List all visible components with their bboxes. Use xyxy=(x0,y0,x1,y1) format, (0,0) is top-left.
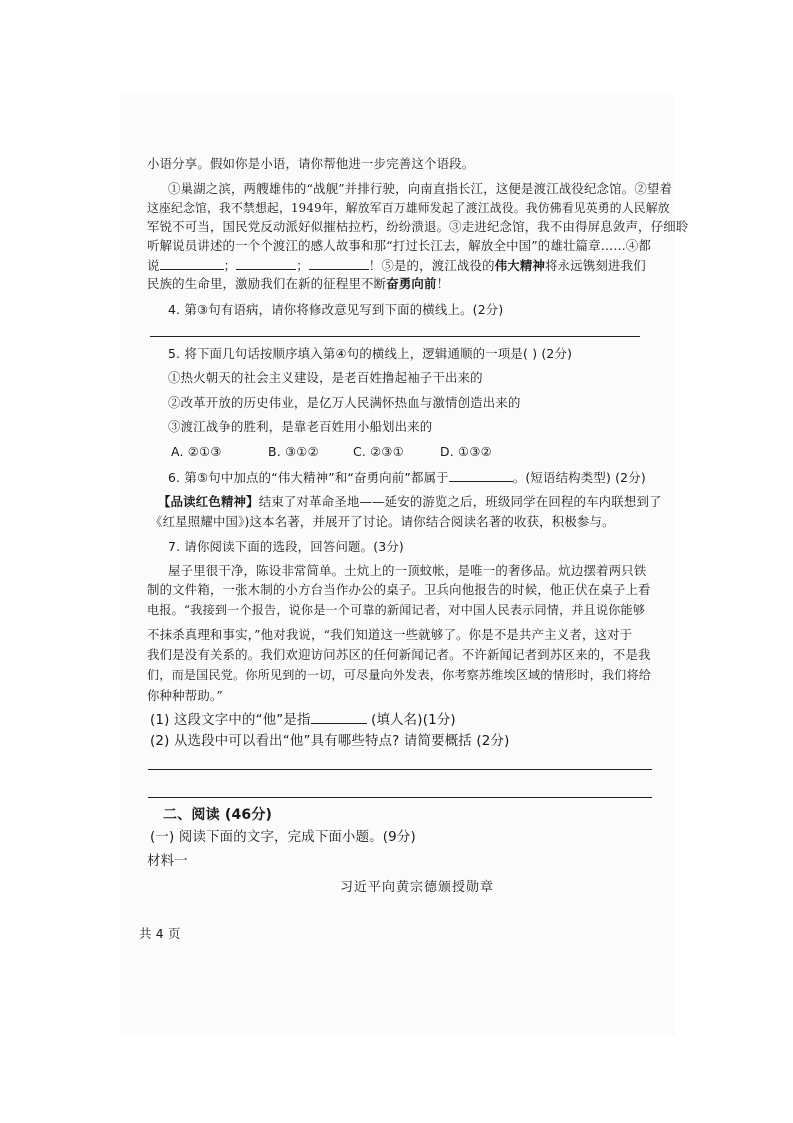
material-label: 材料一 xyxy=(147,854,188,869)
question-7-stem: 7. 请你阅读下面的选段，回答问题。(3分) xyxy=(168,539,404,554)
sub-question-1-text: (1) 这段文字中的“他”是指 xyxy=(150,713,311,728)
passage-line-5 xyxy=(147,257,646,274)
excerpt-line-6: 们，而是国民党。你所见到的一切，可尽量向外发表，你考察苏维埃区域的情形时，我们将给 xyxy=(147,668,652,682)
answer-line-q4[interactable] xyxy=(150,336,640,337)
option-d[interactable]: D. ①③② xyxy=(440,444,492,459)
page-footer: 共 4 页 xyxy=(139,926,181,941)
fill-blank-name[interactable] xyxy=(311,711,367,724)
question-6-text: 6. 第⑤句中加点的“伟大精神”和“奋勇向前”都属于 xyxy=(168,470,449,485)
option-b[interactable]: B. ③①② xyxy=(268,444,319,459)
fill-blank-3[interactable] xyxy=(309,257,369,270)
option-a[interactable]: A. ②①③ xyxy=(171,444,222,459)
emphasized-phrase: 伟大精神 xyxy=(494,258,546,273)
answer-line-2[interactable] xyxy=(148,797,652,798)
excerpt-line-2: 制的文件箱，一张木制的小方台当作办公的桌子。卫兵向他报告的时候，他正伏在桌子上看 xyxy=(147,582,651,597)
passage-text: ！ xyxy=(436,276,450,291)
excerpt-line-5: 我们是没有关系的。我们欢迎访问苏区的任何新闻记者。不许新闻记者到苏区来的，不是我 xyxy=(147,647,651,662)
passage-line-1: ①巢湖之滨，两艘雄伟的“战舰”并排行驶，向南直指长江，这便是渡江战役纪念馆。②望着 xyxy=(168,181,673,196)
sentence-3: ③渡江战争的胜利，是靠老百姓用小船划出来的 xyxy=(168,419,433,434)
question-6-text: 。(短语结构类型) (2分) xyxy=(512,470,646,485)
passage-line-2: 这座纪念馆，我不禁想起，1949年，解放军百万雄师发起了渡江战役。我仿佛看见英勇的人民解放 xyxy=(147,201,670,215)
passage-text: 将永远镌刻进我们 xyxy=(545,258,646,273)
part-heading: (一) 阅读下面的文字，完成下面小题。(9分) xyxy=(150,830,416,845)
sub-question-1-text: (填人名)(1分) xyxy=(366,713,456,728)
fill-blank-1[interactable] xyxy=(160,257,224,270)
passage-text: ； xyxy=(223,258,237,273)
passage-text: ； xyxy=(296,258,309,273)
passage-text: 民族的生命里，激励我们在新的征程里不断 xyxy=(147,276,387,291)
passage-text: 说 xyxy=(147,258,160,273)
section-tag: 【品读红色精神】 xyxy=(158,494,259,509)
sentence-2: ②改革开放的历史伟业，是亿万人民满怀热血与激情创造出来的 xyxy=(168,395,521,410)
sub-question-2: (2) 从选段中可以看出“他”具有哪些特点? 请简要概括 (2分) xyxy=(150,734,510,749)
material-title: 习近平向黄宗德颁授勋章 xyxy=(340,880,495,895)
excerpt-line-4: 不抹杀真理和事实，”他对我说，“我们知道这一些就够了。你是不是共产主义者，这对于 xyxy=(147,627,633,642)
red-spirit-line-1 xyxy=(158,494,662,510)
question-6 xyxy=(168,469,646,486)
fill-blank-2[interactable] xyxy=(236,257,296,270)
excerpt-line-7: 你种种帮助。” xyxy=(147,688,223,703)
intro-text: 小语分享。假如你是小语，请你帮他进一步完善这个语段。 xyxy=(147,156,475,171)
red-spirit-text: 结束了对革命圣地——延安的游览之后，班级同学在回程的车内联想到了 xyxy=(258,494,662,509)
option-c[interactable]: C. ②③① xyxy=(353,444,405,459)
passage-text: ！⑤是的，渡江战役的 xyxy=(368,258,495,273)
red-spirit-line-2: 《红星照耀中国》)这本名著，并展开了讨论。请你结合阅读名著的收获，积极参与。 xyxy=(150,514,615,529)
passage-line-6 xyxy=(147,276,449,292)
emphasized-phrase: 奋勇向前 xyxy=(386,276,437,291)
question-5-stem: 5. 将下面几句话按顺序填入第④句的横线上，逻辑通顺的一项是( ) (2分) xyxy=(168,346,573,361)
sub-question-1 xyxy=(150,711,456,729)
passage-line-3: 军锐不可当，国民党反动派好似摧枯拉朽，纷纷溃退。③走进纪念馆，我不由得屏息敛声，仔细聆 xyxy=(147,219,689,234)
fill-blank-q6[interactable] xyxy=(449,469,513,482)
sentence-1: ①热火朝天的社会主义建设，是老百姓撸起袖子干出来的 xyxy=(168,370,483,385)
question-4: 4. 第③句有语病，请你将修改意见写到下面的横线上。(2分) xyxy=(168,302,504,317)
section-heading: 二、阅读 (46分) xyxy=(163,807,273,823)
excerpt-line-1: 屋子里很干净，陈设非常简单。土炕上的一顶蚊帐，是唯一的奢侈品。炕边摆着两只铁 xyxy=(168,563,647,578)
excerpt-line-3: 电报。“我接到一个报告，说你是一个可靠的新闻记者，对中国人民表示同情，并且说你能够 xyxy=(147,603,646,617)
passage-line-4: 听解说员讲述的一个个渡江的感人故事和那“打过长江去，解放全中国”的雄壮篇章……④都 xyxy=(147,238,652,253)
answer-line-1[interactable] xyxy=(148,769,652,770)
